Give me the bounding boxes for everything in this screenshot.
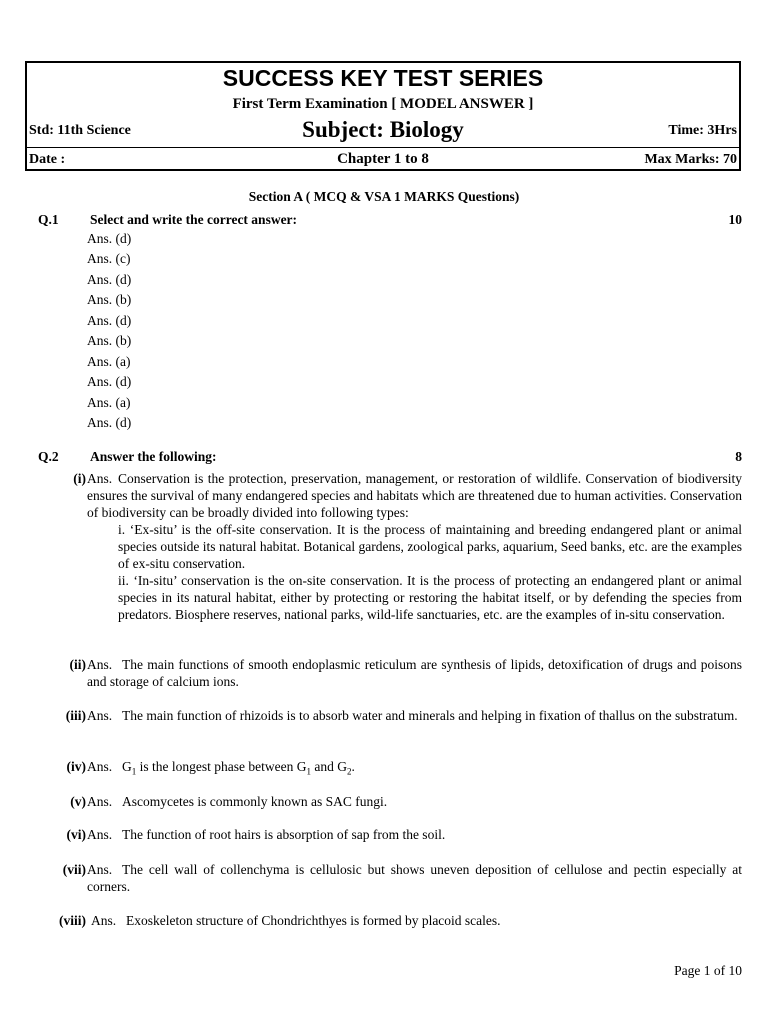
question-marks: 8: [735, 449, 742, 464]
answer-text: Conservation is the protection, preservation, management, or restoration of wildlife. Conservation of biodiversity ensures the survival of many endangered species and habitats which are threatened due to human activities. Conservation of biodiversity can be broadly divided into following types:: [87, 471, 742, 520]
answer-text: Ans. (b): [87, 333, 132, 348]
answer-text: Ans. (d): [87, 313, 132, 328]
answer-paragraph: [118, 572, 742, 623]
answer-number: (vi): [66, 827, 86, 842]
answer-number: (vii): [62, 862, 86, 877]
chapter-label: Chapter 1 to 8: [337, 151, 429, 167]
answer-text: Ans. (d): [87, 374, 132, 389]
answer-number: (iii): [65, 708, 86, 723]
answer-label: Ans.: [87, 827, 113, 842]
answer-text-part: .: [351, 759, 355, 774]
answer-number: (i): [73, 471, 86, 486]
answer-text: [122, 758, 742, 781]
subject-label: Subject: Biology: [302, 117, 464, 142]
answer-paragraph: [118, 521, 742, 572]
time-label: Time: 3Hrs: [668, 123, 737, 138]
answer-text: Ans. (a): [87, 395, 131, 410]
series-title: SUCCESS KEY TEST SERIES: [222, 65, 544, 91]
question-number: Q.1: [38, 212, 59, 227]
answer-label: Ans.: [87, 471, 113, 486]
answer-text: The cell wall of collenchyma is cellulosic but shows uneven deposition of cellulose and pectin especially at corners.: [87, 862, 742, 894]
subscript: 1: [306, 766, 311, 777]
exam-title: First Term Examination [ MODEL ANSWER ]: [232, 96, 534, 112]
answer-text: Ans. (d): [87, 415, 132, 430]
answer-text: Ans. (b): [87, 292, 132, 307]
answer-text: Exoskeleton structure of Chondrichthyes is formed by placoid scales.: [126, 913, 501, 928]
answer-label: Ans.: [87, 759, 113, 774]
subscript: 2: [346, 766, 352, 777]
answer-text: The function of root hairs is absorption of sap from the soil.: [122, 827, 446, 842]
question-marks: 10: [728, 212, 742, 227]
answer-number: (ii): [69, 657, 86, 672]
question-text: Select and write the correct answer:: [90, 212, 298, 227]
answer-text: The main function of rhizoids is to absorb water and minerals and helping in fixation of thallus on the substratum.: [122, 708, 738, 723]
answer-text-part: and G: [310, 759, 347, 774]
answer-number: (v): [70, 794, 86, 809]
answer-number: (iv): [66, 759, 86, 774]
date-label: Date :: [29, 152, 66, 167]
subscript: 1: [131, 766, 137, 777]
header-row-2: [27, 147, 739, 171]
answer-text-part: is the longest phase between G: [136, 759, 307, 774]
answer-label: Ans.: [87, 708, 113, 723]
answer-text: i. ‘Ex-situ’ is the off-site conservation. It is the process of maintaining and breeding endangered plant or animal species outside its natural habitat. Botanical gardens, zoological parks, aquarium, Seed banks, etc. are the examples of ex-situ conservation.: [118, 522, 742, 571]
g-text: G: [122, 759, 132, 774]
answer-number: (viii): [59, 913, 86, 928]
answer-label: Ans.: [87, 862, 113, 877]
question-number: Q.2: [38, 449, 59, 464]
answer-text: Ans. (d): [87, 272, 132, 287]
answer-text: Ascomycetes is commonly known as SAC fungi.: [122, 794, 388, 809]
section-title: Section A ( MCQ & VSA 1 MARKS Questions): [248, 189, 520, 204]
answer-label: Ans.: [87, 794, 113, 809]
std-label: Std: 11th Science: [29, 123, 131, 138]
page-number: Page 1 of 10: [674, 963, 742, 978]
answer-text: ii. ‘In-situ’ conservation is the on-site conservation. It is the process of protecting an endangered plant or animal species in its natural habitat, either by protecting or restoring the habitat itself, or by defending the species from predators. Biosphere reserves, national parks, wild-life sanctuaries, etc. are the examples of in-situ conservation.: [118, 573, 742, 622]
answer-text: The main functions of smooth endoplasmic reticulum are synthesis of lipids, detoxification of drugs and poisons and storage of calcium ions.: [87, 657, 742, 689]
answer-paragraph: [87, 470, 742, 521]
answer-text: Ans. (a): [87, 354, 131, 369]
answer-text: Ans. (d): [87, 231, 132, 246]
answer-text: Ans. (c): [87, 251, 131, 266]
header-box: [25, 61, 741, 171]
answer-label: Ans.: [91, 913, 117, 928]
header-row-1: [27, 117, 739, 143]
question-text: Answer the following:: [90, 449, 217, 464]
max-marks-label: Max Marks: 70: [644, 152, 737, 167]
answer-label: Ans.: [87, 657, 113, 672]
